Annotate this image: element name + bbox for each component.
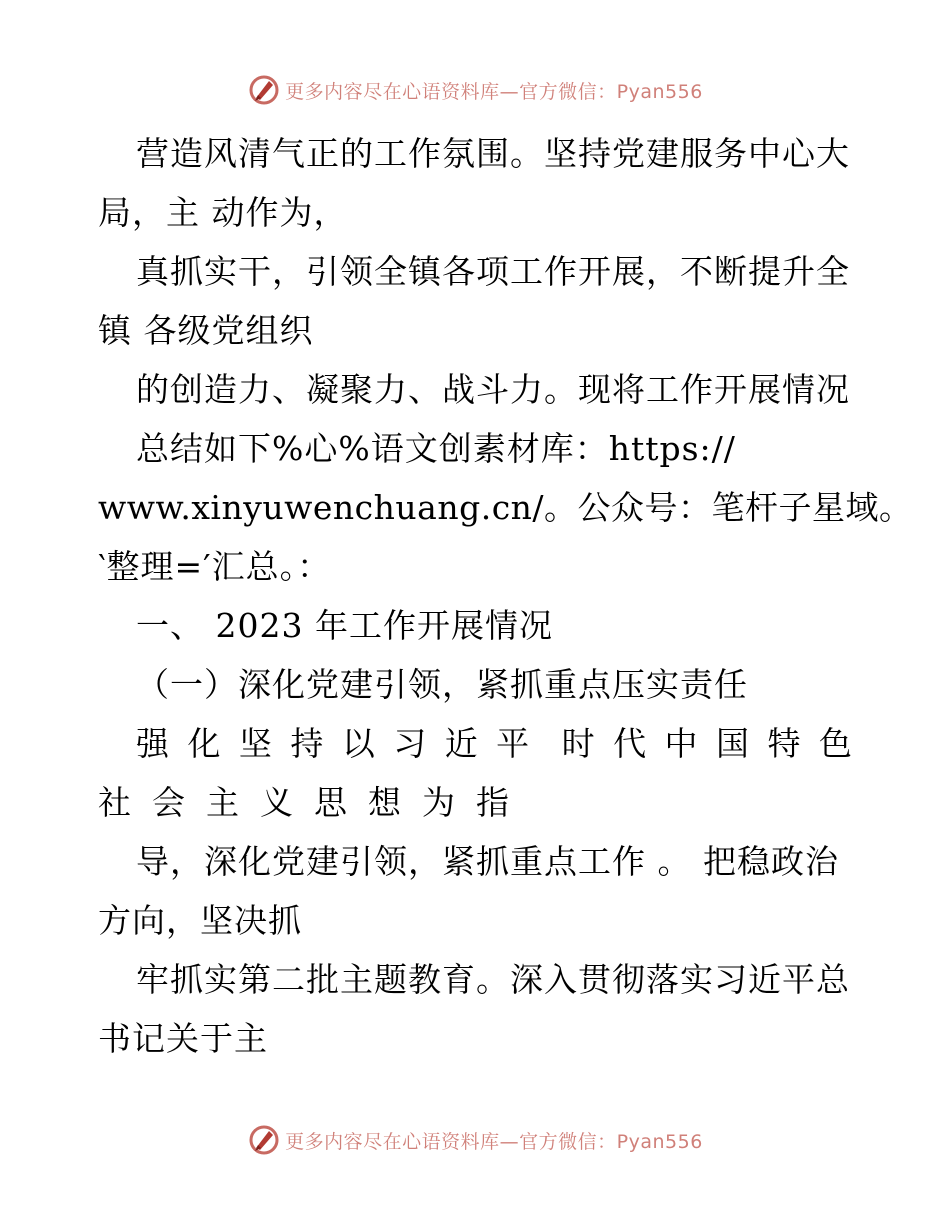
spaced-char: 平 <box>496 724 531 763</box>
watermark-text: 更多内容尽在心语资料库—官方微信：Pyan556 <box>285 80 703 103</box>
pen-nib-circle-logo-icon <box>247 73 281 107</box>
spaced-char: 强 <box>136 724 170 763</box>
spaced-char: 主 <box>206 783 240 822</box>
footer-watermark <box>0 1120 950 1160</box>
spaced-char: 持 <box>290 724 325 763</box>
spaced-char: 会 <box>152 783 186 822</box>
watermark-text: 更多内容尽在心语资料库—官方微信：Pyan556 <box>285 1130 703 1153</box>
spaced-char: 指 <box>476 783 510 822</box>
text-line: 镇 各级党组织 <box>98 311 314 350</box>
spaced-char: 近 <box>444 724 479 763</box>
spaced-char: 时 <box>561 724 596 763</box>
text-line: 方向，坚决抓 <box>98 901 302 940</box>
spaced-char: 色 <box>818 724 853 763</box>
spaced-char: 义 <box>260 783 294 822</box>
spaced-char: 特 <box>767 724 802 763</box>
text-line: 的创造力、凝聚力、战斗力。现将工作开展情况 <box>136 370 850 409</box>
text-line: 真抓实干，引领全镇各项工作开展，不断提升全 <box>136 252 850 291</box>
spaced-char: 坚 <box>238 724 273 763</box>
spaced-char: 想 <box>368 783 402 822</box>
header-watermark <box>0 70 950 110</box>
spaced-char: 为 <box>422 783 456 822</box>
spaced-char: 习 <box>393 724 428 763</box>
text-line: 书记关于主 <box>98 1019 268 1058</box>
spaced-text-line <box>98 714 853 773</box>
text-line: 导，深化党建引领，紧抓重点工作 。 把稳政治 <box>136 842 839 881</box>
document-body <box>98 124 913 1068</box>
text-line: www.xinyuwenchuang.cn/。公众号：笔杆子星域。 <box>98 488 913 527</box>
text-line: 牢抓实第二批主题教育。深入贯彻落实习近平总 <box>136 960 850 999</box>
spaced-char: 代 <box>613 724 648 763</box>
pen-nib-circle-logo-icon <box>247 1123 281 1157</box>
subsection-heading: （一）深化党建引领，紧抓重点压实责任 <box>136 665 748 704</box>
spaced-char: 社 <box>98 783 132 822</box>
text-line: 营造风清气正的工作氛围。坚持党建服务中心大 <box>136 134 850 173</box>
section-heading: 一、 2023 年工作开展情况 <box>136 606 553 645</box>
spaced-char: 国 <box>715 724 750 763</box>
spaced-char: 思 <box>314 783 348 822</box>
text-line: ‵整理=′汇总。： <box>98 547 332 586</box>
spaced-char: 以 <box>341 724 376 763</box>
text-line: 局，主 动作为， <box>98 193 348 232</box>
spaced-char: 化 <box>187 724 222 763</box>
spaced-char: 中 <box>664 724 699 763</box>
text-line: 总结如下%心%语文创素材库：https:// <box>136 429 736 468</box>
spaced-text-line <box>98 773 853 832</box>
